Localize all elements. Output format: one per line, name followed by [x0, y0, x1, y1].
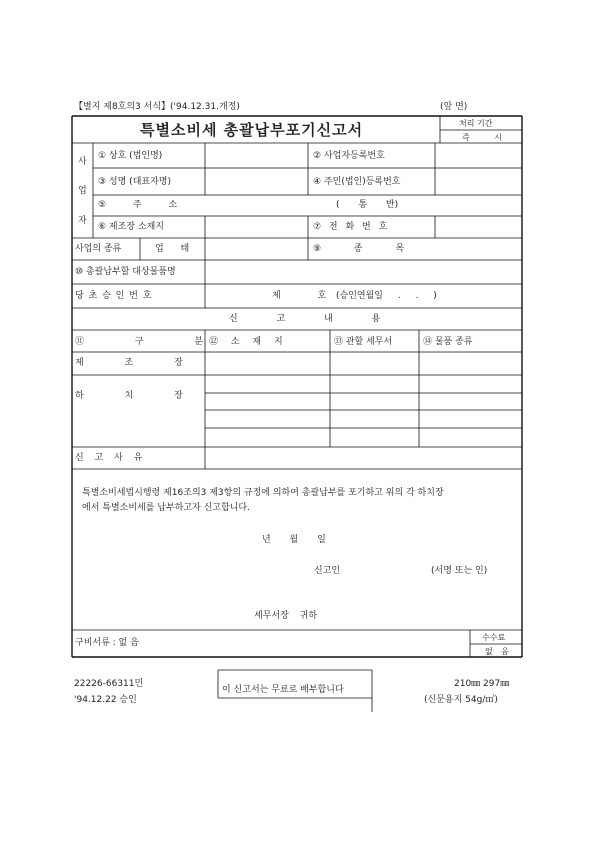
- business-type-label: 사업의 종류: [75, 244, 122, 254]
- form-title: 특별소비세 총괄납부포기신고서: [140, 121, 364, 139]
- declaration-date: 년 월 일: [262, 535, 326, 545]
- phone-label: ⑦ 전 화 번 호: [313, 222, 388, 232]
- rep-name-label: ③ 성명 (대표자명): [98, 177, 171, 187]
- col-goods-header: ⑭ 물품 종류: [423, 337, 473, 347]
- col-tax-office-header: ⑬ 관할 세무서: [334, 337, 393, 347]
- applicant-group-char: 자: [78, 216, 87, 226]
- business-item-label: ⑨ 종 목: [313, 244, 405, 254]
- applicant-label: 신고인: [314, 566, 341, 576]
- fee-value: 없 음: [485, 647, 509, 656]
- reason-label: 신 고 사 유: [75, 453, 143, 463]
- form-reference: 【별지 제8호의3 서식】('94.12.31.개정): [74, 102, 240, 112]
- approval-no-label: 당 초 승 인 번 호: [75, 291, 152, 301]
- resident-reg-no-label: ④ 주민(법인)등록번호: [313, 177, 401, 187]
- col-division-header: ⑪ 구 분: [75, 337, 204, 347]
- required-documents: 구비서류 : 없 음: [75, 638, 139, 648]
- approval-date: '94.12.22 승인: [74, 695, 137, 705]
- row-warehouse-label: 하 치 장: [75, 391, 192, 401]
- processing-period-label: 처리 기간: [459, 119, 493, 128]
- business-category-label: 업 태: [155, 244, 190, 254]
- form-code: 22226-66311민: [74, 679, 144, 689]
- tong-ban-label: ( 통 반): [336, 200, 399, 210]
- paper-type: (신문용지 54g/㎡): [424, 695, 498, 705]
- front-side-label: (앞 면): [440, 102, 468, 112]
- signature-label: (서명 또는 인): [431, 566, 488, 576]
- declaration-line-2: 에서 특별소비세를 납부하고자 신고합니다.: [82, 503, 250, 513]
- products-label: ⑩ 총괄납부할 대상물품명: [75, 267, 176, 277]
- applicant-group-char: 사: [78, 157, 87, 167]
- declaration-line-1: 특별소비세법시행령 제16조의3 제3항의 규정에 의하여 총괄납부를 포기하고 위의 각 하치장: [82, 488, 444, 498]
- fee-label: 수수료: [482, 633, 506, 642]
- report-section-title: 신 고 내 용: [229, 314, 390, 324]
- factory-location-label: ⑥ 제조장 소재지: [98, 222, 164, 232]
- trade-name-label: ① 상호 (법인명): [98, 151, 163, 161]
- paper-size: 210㎜ 297㎜: [454, 679, 510, 689]
- processing-period-value: 즉 시: [462, 133, 502, 142]
- row-factory-label: 제 조 장: [75, 358, 192, 368]
- free-distribution-notice: 이 신고서는 무료로 배부합니다: [222, 685, 344, 695]
- applicant-group-char: 업: [78, 186, 87, 196]
- recipient-label: 세무서장 귀하: [254, 611, 318, 621]
- business-reg-no-label: ② 사업자등록번호: [313, 151, 385, 161]
- address-label: ⑤ 주 소: [98, 200, 178, 210]
- approval-no-placeholder: 제 호: [272, 291, 327, 301]
- approval-date-label: (승인연월일 . . ): [336, 291, 437, 301]
- col-location-header: ⑫ 소 재 지: [209, 337, 283, 347]
